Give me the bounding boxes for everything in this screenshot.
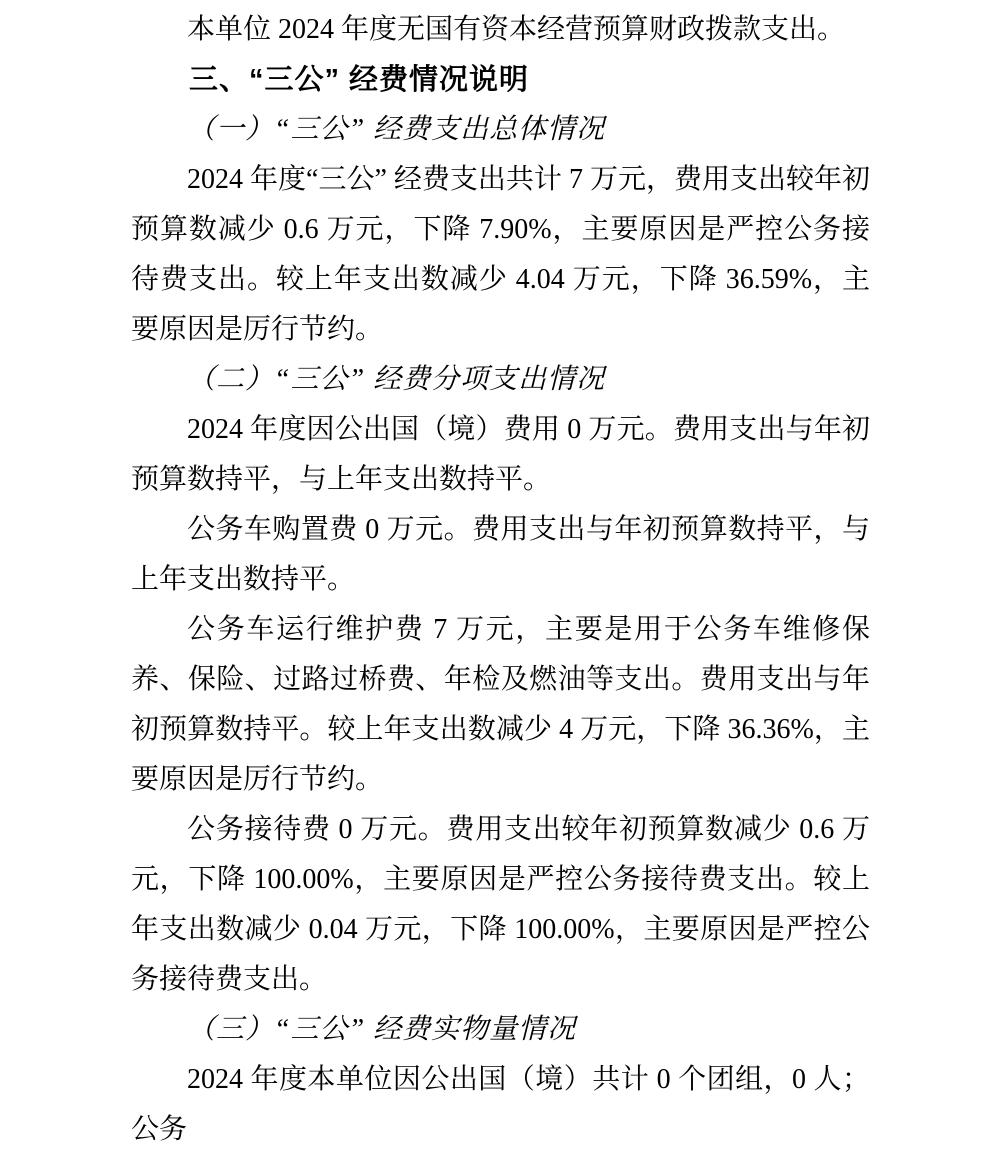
- subsection-heading-overall-expense: （一）“三公” 经费支出总体情况: [187, 114, 606, 145]
- paragraph-official-reception-expense: 公务接待费 0 万元。费用支出较年初预算数减少 0.6 万元，下降 100.00%，主要原因是严控公务接待费支出。较上年支出数减少 0.04 万元，下降 100.00%，主要原因是严控公务接待费支出。: [131, 814, 870, 995]
- subsection-heading-physical-quantity: （三）“三公” 经费实物量情况: [187, 1014, 577, 1045]
- paragraph-overall-expense-detail: 2024 年度“三公” 经费支出共计 7 万元，费用支出较年初预算数减少 0.6 万元，下降 7.90%，主要原因是严控公务接待费支出。较上年支出数减少 4.04 万元，下降 36.59%，主要原因是厉行节约。: [131, 164, 870, 345]
- paragraph-vehicle-purchase-expense: 公务车购置费 0 万元。费用支出与年初预算数持平，与上年支出数持平。: [131, 514, 870, 595]
- paragraph-physical-quantity-detail: 2024 年度本单位因公出国（境）共计 0 个团组，0 人；公务: [131, 1064, 870, 1145]
- section-heading-three-public-funds: 三、“三公” 经费情况说明: [189, 64, 530, 96]
- paragraph-vehicle-maintenance-expense: 公务车运行维护费 7 万元，主要是用于公务车维修保养、保险、过路过桥费、年检及燃油等支出。费用支出与年初预算数持平。较上年支出数减少 4 万元，下降 36.36%，主要原因是厉行节约。: [131, 614, 870, 795]
- paragraph-overseas-trips-expense: 2024 年度因公出国（境）费用 0 万元。费用支出与年初预算数持平，与上年支出数持平。: [131, 414, 870, 495]
- subsection-heading-itemized-expense: （二）“三公” 经费分项支出情况: [187, 364, 606, 395]
- paragraph-no-state-capital-expense: 本单位 2024 年度无国有资本经营预算财政拨款支出。: [187, 14, 846, 45]
